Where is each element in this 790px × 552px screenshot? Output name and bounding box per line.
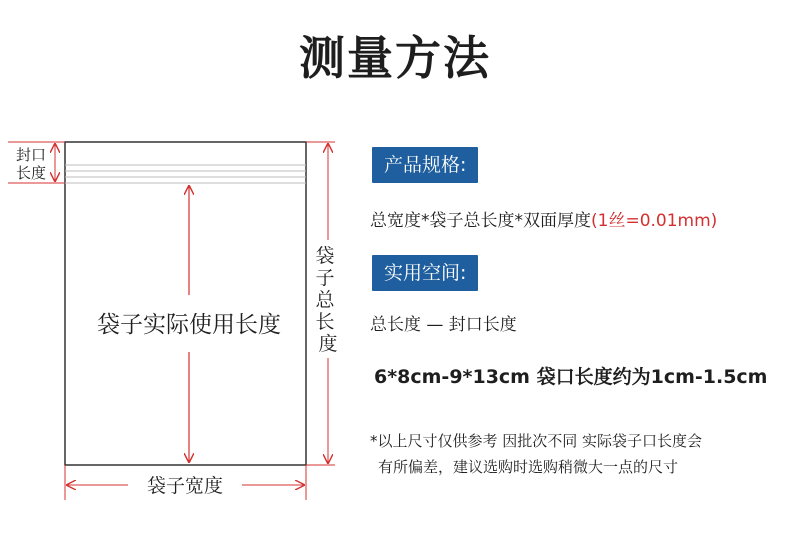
seal-length-label bbox=[16, 146, 51, 182]
usable-space-heading-badge: 实用空间: bbox=[372, 255, 478, 291]
seal-length-label-line1: 封口 bbox=[16, 146, 47, 164]
thickness-note: (1丝=0.01mm) bbox=[591, 211, 718, 231]
total-length-char-5: 度 bbox=[318, 333, 338, 355]
seal-length-label-line2: 长度 bbox=[16, 164, 47, 182]
usable-length-label: 袋子实际使用长度 bbox=[97, 312, 281, 338]
note-line-1: *以上尺寸仅供参考 因批次不同 实际袋子口长度会 bbox=[370, 432, 703, 450]
page-title: 测量方法 bbox=[299, 31, 491, 85]
total-length-char-3: 总 bbox=[315, 289, 335, 311]
bag-outline bbox=[65, 142, 306, 465]
total-length-char-1: 袋 bbox=[315, 245, 335, 267]
total-length-label bbox=[315, 245, 340, 355]
size-range-text: 6*8cm-9*13cm 袋口长度约为1cm-1.5cm bbox=[374, 366, 768, 388]
total-length-char-2: 子 bbox=[315, 267, 335, 289]
spec-formula-line bbox=[370, 206, 717, 231]
note-line-2: 有所偏差，建议选购时选购稍微大一点的尺寸 bbox=[378, 458, 679, 476]
usable-space-formula: 总长度 — 封口长度 bbox=[370, 315, 517, 335]
total-length-char-4: 长 bbox=[315, 311, 335, 333]
width-label: 袋子宽度 bbox=[146, 475, 224, 497]
spec-heading-badge: 产品规格: bbox=[372, 147, 478, 183]
spec-formula: 总宽度*袋子总长度*双面厚度 bbox=[370, 211, 591, 231]
